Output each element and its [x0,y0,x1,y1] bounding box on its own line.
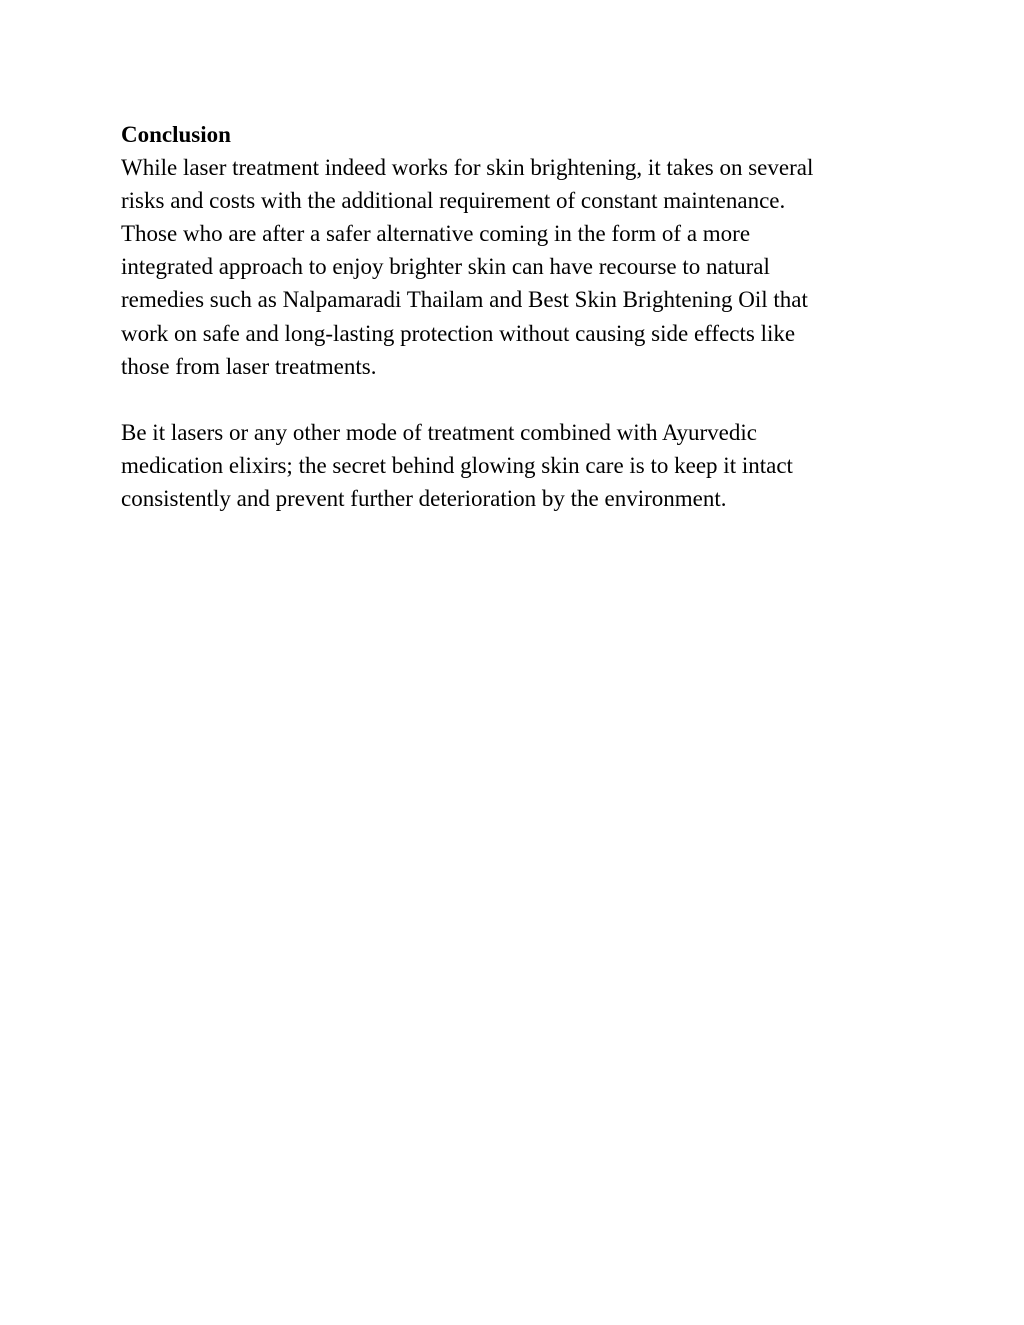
section-heading: Conclusion [121,122,231,147]
paragraph-spacer [121,383,911,416]
paragraph-2: Be it lasers or any other mode of treatment combined with Ayurvedic medication elixirs; the secret behind glowing skin care is to keep it intact consistently and prevent further deterioration by the environment. [121,419,793,511]
document-body [121,118,911,515]
paragraph-1: While laser treatment indeed works for skin brightening, it takes on several risks and costs with the additional requirement of constant maintenance. Those who are after a safer alternative coming in the form of a more integrated approach to enjoy brighter skin can have recourse to natural remedies such as Nalpamaradi Thailam and Best Skin Brightening Oil that work on safe and long-lasting protection without causing side effects like those from laser treatments. [121,155,814,379]
